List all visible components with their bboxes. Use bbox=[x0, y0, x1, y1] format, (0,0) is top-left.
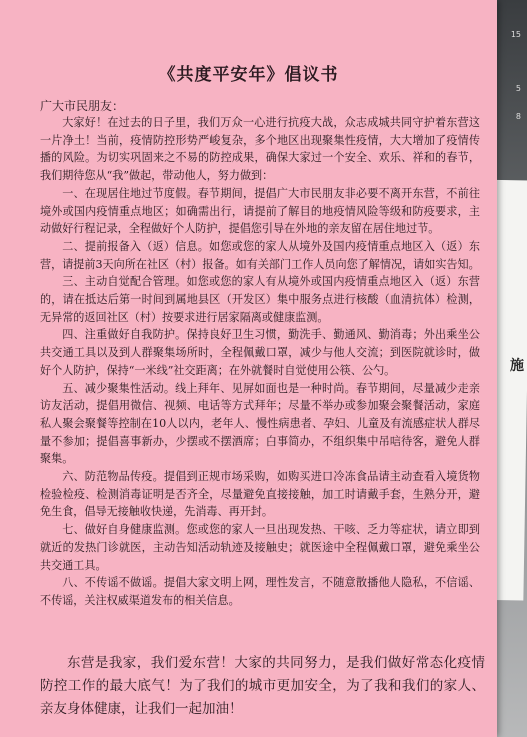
side-label: 15 bbox=[510, 30, 521, 39]
paragraph-1: 一、在现居住地过节度假。春节期间，提倡广大市民朋友非必要不离开东营，不前往境外或国内疫情重点地区；如确需出行，请提前了解目的地疫情风险等级和防疫要求，主动做好行程记录，全程做好个人防护，提倡您引导在外地的亲友留在居住地过节。 bbox=[40, 186, 480, 236]
closing-paragraph: 东营是我家，我们爱东营！大家的共同努力，是我们做好常态化疫情防控工作的最大底气！为了我们的城市更加安全，为了我和我们的家人、亲友身体健康，让我们一起加油！ bbox=[40, 655, 485, 717]
underlying-paper-text: 施 bbox=[510, 358, 525, 374]
paragraph-7: 七、做好自身健康监测。您或您的家人一旦出现发热、干咳、乏力等症状，请立即到就近的发热门诊就医，主动告知活动轨迹及接触史；就医途中全程佩戴口罩，避免乘坐公共交通工具。 bbox=[40, 523, 480, 572]
paragraph-intro: 大家好！在过去的日子里，我们万众一心进行抗疫大战，众志成城共同守护着东营这一片净土！当前，疫情防控形势严峻复杂，多个地区出现聚集性疫情，大大增加了疫情传播的风险。为切实巩固来之不易的防控成果，确保大家过一个安全、欢乐、祥和的春节，我们期待您从“我”做起，带动他人，努力做到： bbox=[40, 116, 480, 183]
paragraph-8: 八、不传谣不做谣。提倡大家文明上网，理性发言，不随意散播他人隐私，不信谣、不传谣，关注权威渠道发布的相关信息。 bbox=[40, 576, 480, 607]
paragraph-6: 六、防范物品传疫。提倡到正规市场采购，如购买进口冷冻食品请主动查看入境货物检验检疫、检测消毒证明是否齐全，尽量避免直接接触，加工时请戴手套，生熟分开，避免生食，倡导无接触收快递，先消毒、再开封。 bbox=[40, 470, 480, 519]
paragraph-4: 四、注重做好自我防护。保持良好卫生习惯，勤洗手、勤通风、勤消毒；外出乘坐公共交通工具以及到人群聚集场所时，全程佩戴口罩，减少与他人交流；到医院就诊时，做好个人防护，保持“一米线”社交距离；在外就餐时自觉使用公筷、公勺。 bbox=[40, 328, 480, 377]
paragraph-2: 二、提前报备入（返）信息。如您或您的家人从境外及国内疫情重点地区入（返）东营，请提前3天向所在社区（村）报备。如有关部门工作人员向您了解情况，请如实告知。 bbox=[40, 239, 480, 271]
side-label: 5 bbox=[515, 84, 521, 93]
side-label: 8 bbox=[515, 112, 521, 121]
greeting: 广大市民朋友： bbox=[40, 99, 125, 113]
paragraph-3: 三、主动自觉配合管理。如您或您的家人有从境外或国内疫情重点地区入（返）东营的，请在抵达后第一时间到属地县区（开发区）集中服务点进行核酸（血清抗体）检测，无异常的返回社区（村）按要求进行居家隔离或健康监测。 bbox=[40, 275, 480, 324]
document-title: 《共度平安年》倡议书 bbox=[158, 65, 339, 85]
document-body bbox=[40, 114, 480, 610]
paragraph-5: 五、减少聚集性活动。线上拜年、见屏如面也是一种时尚。春节期间，尽量减少走亲访友活动，提倡用微信、视频、电话等方式拜年；尽量不举办或参加聚会聚餐活动，家庭私人聚会聚餐等控制在10人以内，老年人、慢性病患者、孕妇、儿童及有流感症状人群尽量不参加；提倡喜事新办，少摆或不摆酒席；白事简办，不组织集中吊唁待客，避免人群聚集。 bbox=[40, 381, 480, 466]
